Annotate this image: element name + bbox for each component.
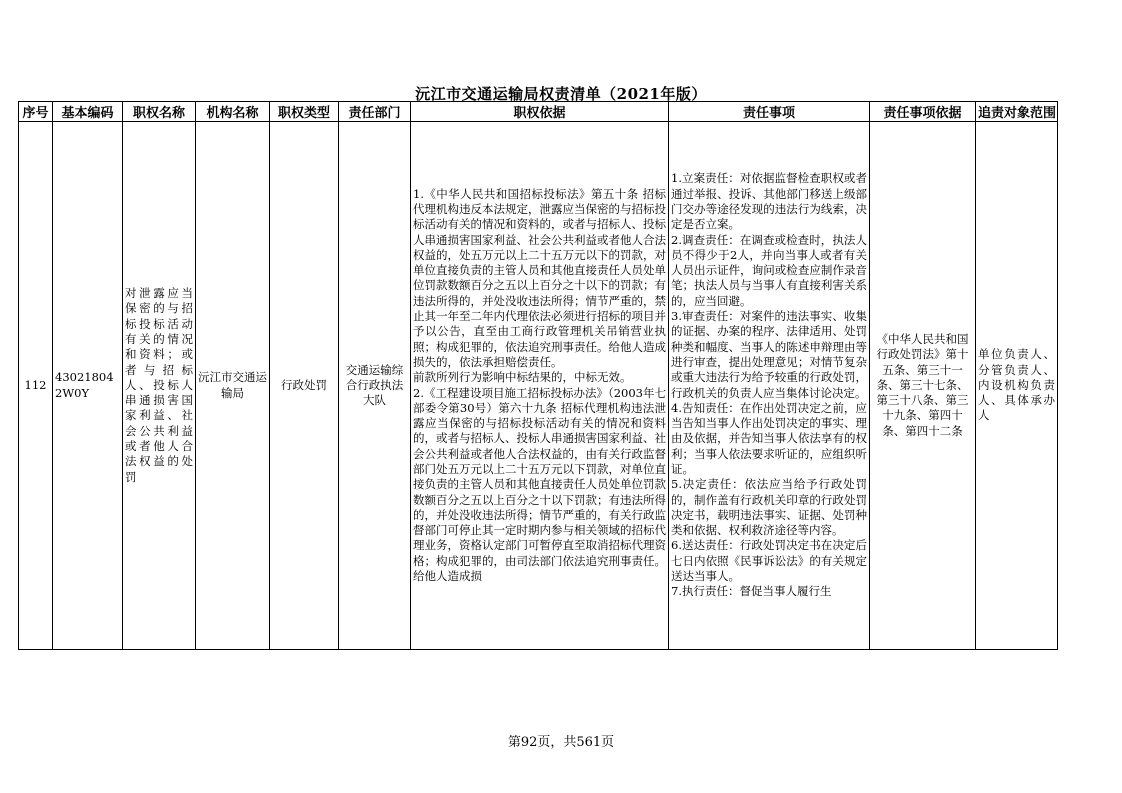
basis-paragraph-2: 前款所列行为影响中标结果的，中标无效。 <box>413 370 632 385</box>
cell-accountability: 单位负责人、分管负责人、内设机构负责人、具体承办人 <box>976 122 1058 650</box>
basis-paragraph-1: 1.《中华人民共和国招标投标法》第五十条 招标代理机构违反本法规定，泄露应当保密的与招标投标活动有关的情况和资料的，或者与招标人、投标人串通损害国家利益、社会公共利益或者他人合法权益的，处五万元以上二十五万元以下的罚款，对单位直接负责的主管人员和其他直接责任人员处单位罚款数额百分之五以上百分之十以下的罚款；有违法所得的，并处没收违法所得；情节严重的，禁止其一年至二年内代理依法必须进行招标的项目并予以公告，直至由工商行政管理机关吊销营业执照；构成犯罪的，依法追究刑事责任。给他人造成损失的，依法承担赔偿责任。 <box>413 186 666 369</box>
duty-item-4: 4.告知责任：在作出处罚决定之前，应当告知当事人作出处罚决定的事实、理由及依据，并告知当事人依法享有的权利；当事人依法要求听证的，应组织听证。 <box>671 400 867 476</box>
header-accountability: 追责对象范围 <box>976 102 1058 122</box>
duty-item-3: 3.审查责任：对案件的违法事实、收集的证据、办案的程序、法律适用、处罚种类和幅度、当事人的陈述申辩理由等进行审查，提出处理意见；对情节复杂或重大违法行为给予较重的行政处罚，行政机关的负责人应当集体讨论决定。 <box>671 309 867 400</box>
header-duty-basis: 责任事项依据 <box>870 102 976 122</box>
header-power-type: 职权类型 <box>270 102 339 122</box>
header-basis: 职权依据 <box>411 102 669 122</box>
header-duties: 责任事项 <box>669 102 870 122</box>
cell-org-name: 沅江市交通运输局 <box>196 122 270 650</box>
header-org-name: 机构名称 <box>196 102 270 122</box>
page-footer: 第92页，共561页 <box>507 735 615 750</box>
table-row <box>19 122 1058 650</box>
basis-paragraph-3: 2.《工程建设项目施工招标投标办法》（2003年七部委令第30号）第六十九条 招标代理机构违法泄露应当保密的与招标投标活动有关的情况和资料的，或者与招标人、投标人串通损害国家利益、社会公共利益或者他人合法权益的，由有关行政监督部门处五万元以上二十五万元以下罚款，对单位直接负责的主管人员和其他直接责任人员处单位罚款数额百分之五以上百分之十以下罚款；有违法所得的，并处没收违法所得；情节严重的，有关行政监督部门可停止其一定时期内参与相关领域的招标代理业务，资格认定部门可暂停直至取消招标代理资格；构成犯罪的，由司法部门依法追究刑事责任。给他人造成损 <box>413 385 666 584</box>
cell-code: 430218042W0Y <box>53 122 123 650</box>
power-responsibility-table <box>18 101 1058 650</box>
duty-item-1: 1.立案责任：对依据监督检查职权或者通过举报、投诉、其他部门移送上级部门交办等途径发现的违法行为线索，决定是否立案。 <box>671 171 867 232</box>
cell-seq: 112 <box>19 122 53 650</box>
cell-basis <box>411 122 669 650</box>
header-code: 基本编码 <box>53 102 123 122</box>
cell-power-name: 对泄露应当保密的与招标投标活动有关的情况和资料；或者与招标人、投标人串通损害国家利益、社会公共利益或者他人合法权益的处罚 <box>123 122 196 650</box>
cell-duties <box>669 122 870 650</box>
cell-dept: 交通运输综合行政执法大队 <box>339 122 411 650</box>
duty-item-6: 6.送达责任：行政处罚决定书在决定后七日内依照《民事诉讼法》的有关规定送达当事人。 <box>671 538 867 584</box>
duty-item-7: 7.执行责任：督促当事人履行生 <box>671 584 832 599</box>
duty-item-2: 2.调查责任：在调查或检查时，执法人员不得少于2人，并向当事人或者有关人员出示证件，询问或检查应制作录音笔；执法人员与当事人有直接利害关系的，应当回避。 <box>671 232 867 308</box>
page-title: 沅江市交通运输局权责清单（2021年版） <box>415 85 707 103</box>
header-dept: 责任部门 <box>339 102 411 122</box>
header-seq: 序号 <box>19 102 53 122</box>
cell-power-type: 行政处罚 <box>270 122 339 650</box>
header-power-name: 职权名称 <box>123 102 196 122</box>
duty-item-5: 5.决定责任：依法应当给予行政处罚的，制作盖有行政机关印章的行政处罚决定书，载明违法事实、证据、处罚种类和依据、权利救济途径等内容。 <box>671 477 867 538</box>
table-header-row <box>19 102 1058 122</box>
cell-duty-basis: 《中华人民共和国行政处罚法》第十五条、第三十一条、第三十七条、第三十八条、第三十九条、第四十条、第四十二条 <box>870 122 976 650</box>
